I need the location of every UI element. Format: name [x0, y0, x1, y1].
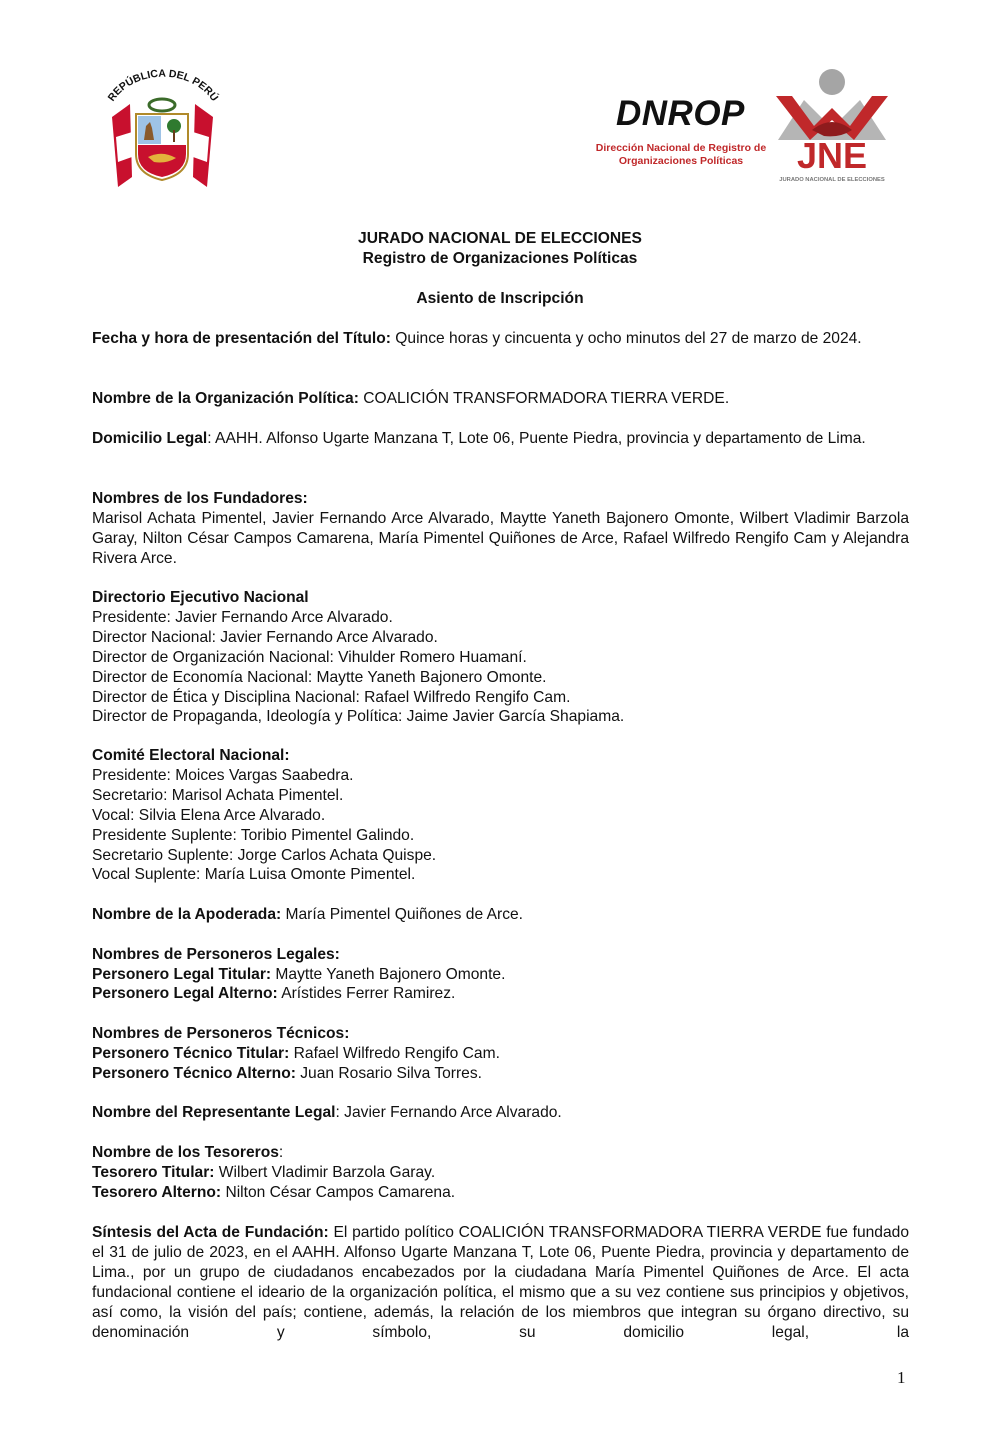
tesorero-alterno	[92, 1183, 909, 1203]
personero-legal-alterno-value: Arístides Ferrer Ramirez.	[277, 985, 456, 1002]
comite-item: Presidente: Moices Vargas Saabedra.	[92, 767, 354, 784]
apoderada-value: María Pimentel Quiñones de Arce.	[281, 906, 524, 923]
page-number: 1	[897, 1368, 906, 1387]
jne-emblem-icon	[774, 68, 894, 186]
personeros-tecnicos-label: Nombres de Personeros Técnicos:	[92, 1025, 350, 1042]
comite-item: Vocal Suplente: María Luisa Omonte Pimentel.	[92, 866, 416, 883]
personero-tecnico-alterno-value: Juan Rosario Silva Torres.	[295, 1065, 482, 1082]
tesorero-alterno-label: Tesorero Alterno:	[92, 1184, 222, 1201]
tesorero-titular-label: Tesorero Titular:	[92, 1164, 215, 1181]
directorio-label: Directorio Ejecutivo Nacional	[92, 589, 309, 606]
apoderada-label: Nombre de la Apoderada:	[92, 906, 282, 923]
personero-legal-alterno	[92, 984, 909, 1004]
tesoreros-label-suffix: :	[278, 1144, 284, 1161]
comite-label: Comité Electoral Nacional:	[92, 747, 290, 764]
directorio-item: Director de Ética y Disciplina Nacional: Rafael Wilfredo Rengifo Cam.	[92, 689, 571, 706]
personeros-legales-label: Nombres de Personeros Legales:	[92, 946, 340, 963]
directorio-item: Director de Organización Nacional: Vihulder Romero Huamaní.	[92, 649, 527, 666]
coat-of-arms-text: REPÚBLICA DEL PERÚ	[105, 67, 221, 104]
directorio-item: Director de Economía Nacional: Maytte Yaneth Bajonero Omonte.	[92, 669, 547, 686]
comite-item: Vocal: Silvia Elena Arce Alvarado.	[92, 807, 326, 824]
directorio-item: Director Nacional: Javier Fernando Arce Alvarado.	[92, 629, 438, 646]
fecha-label: Fecha y hora de presentación del Título:	[92, 330, 391, 347]
personero-tecnico-titular	[92, 1044, 909, 1064]
domicilio-label: Domicilio Legal	[92, 430, 208, 447]
dnrop-subtitle-line1: Dirección Nacional de Registro de	[595, 142, 767, 154]
tesoreros-label: Nombre de los Tesoreros	[92, 1144, 279, 1161]
sintesis-value: El partido político COALICIÓN TRANSFORMADORA TIERRA VERDE fue fundado el 31 de julio de 2023, en el AAHH. Alfonso Ugarte Manzana T, Lote 06, Puente Piedra, provincia y departamento de Lima., por un grupo de ciudadanos encabezados por la ciudadana María Pimentel Quiñones de Arce. El acta fundacional contiene el ideario de la organización política, el mismo que a su vez contiene sus principios y objetivos, así como, la visión del país; contiene, además, la relación de los miembros que integran su órgano directivo, su denominación y símbolo, su domicilio legal, la	[92, 1224, 909, 1341]
fecha-section	[92, 329, 909, 349]
dnrop-subtitle	[588, 142, 774, 168]
personero-legal-titular	[92, 965, 909, 985]
representante-label: Nombre del Representante Legal	[92, 1104, 336, 1121]
dnrop-subtitle-line2: Organizaciones Políticas	[618, 155, 744, 167]
registry-subtitle: Registro de Organizaciones Políticas	[362, 250, 638, 267]
jne-caption: JURADO NACIONAL DE ELECCIONES	[779, 177, 885, 183]
personero-tecnico-alterno-label: Personero Técnico Alterno:	[92, 1065, 296, 1082]
fundadores-value: Marisol Achata Pimentel, Javier Fernando Arce Alvarado, Maytte Yaneth Bajonero Omonte, Wilbert Vladimir Barzola Garay, Nilton César Campos Camarena, María Pimentel Quiñones de Arce, Rafael Wilfredo Rengifo Cam y Alejandra Rivera Arce.	[92, 510, 909, 567]
tesorero-titular	[92, 1163, 909, 1183]
personero-legal-alterno-label: Personero Legal Alterno:	[92, 985, 278, 1002]
jne-label: JNE	[796, 135, 868, 176]
comite-item: Secretario: Marisol Achata Pimentel.	[92, 787, 344, 804]
fundadores-label: Nombres de los Fundadores:	[92, 490, 308, 507]
dnrop-jne-logo	[588, 68, 908, 188]
document-title: Asiento de Inscripción	[416, 290, 584, 307]
personero-tecnico-titular-value: Rafael Wilfredo Rengifo Cam.	[289, 1045, 500, 1062]
tesoreros-heading	[92, 1143, 909, 1163]
sintesis-section	[92, 1223, 909, 1343]
personero-tecnico-titular-label: Personero Técnico Titular:	[92, 1045, 290, 1062]
peru-coat-of-arms-logo	[100, 62, 225, 192]
sintesis-label: Síntesis del Acta de Fundación:	[92, 1224, 329, 1241]
representante-section	[92, 1103, 909, 1123]
domicilio-section	[92, 429, 909, 449]
directorio-item: Director de Propaganda, Ideología y Política: Jaime Javier García Shapiama.	[92, 708, 625, 725]
fecha-value: Quince horas y cincuenta y ocho minutos del 27 de marzo de 2024.	[390, 330, 862, 347]
comite-item: Presidente Suplente: Toribio Pimentel Galindo.	[92, 827, 415, 844]
directorio-item: Presidente: Javier Fernando Arce Alvarado.	[92, 609, 393, 626]
representante-value: : Javier Fernando Arce Alvarado.	[335, 1104, 562, 1121]
personero-legal-titular-label: Personero Legal Titular:	[92, 966, 272, 983]
apoderada-section	[92, 905, 909, 925]
personero-tecnico-alterno	[92, 1064, 909, 1084]
organizacion-section	[92, 389, 909, 409]
tesorero-titular-value: Wilbert Vladimir Barzola Garay.	[214, 1164, 436, 1181]
personero-legal-titular-value: Maytte Yaneth Bajonero Omonte.	[271, 966, 506, 983]
dnrop-title: DNROP	[616, 94, 745, 133]
organizacion-value: COALICIÓN TRANSFORMADORA TIERRA VERDE.	[358, 390, 730, 407]
domicilio-value: : AAHH. Alfonso Ugarte Manzana T, Lote 06, Puente Piedra, provincia y departamento de Lima.	[207, 430, 866, 447]
tesorero-alterno-value: Nilton César Campos Camarena.	[221, 1184, 456, 1201]
comite-item: Secretario Suplente: Jorge Carlos Achata Quispe.	[92, 847, 437, 864]
organizacion-label: Nombre de la Organización Política:	[92, 390, 359, 407]
institution-title: JURADO NACIONAL DE ELECCIONES	[358, 230, 642, 247]
